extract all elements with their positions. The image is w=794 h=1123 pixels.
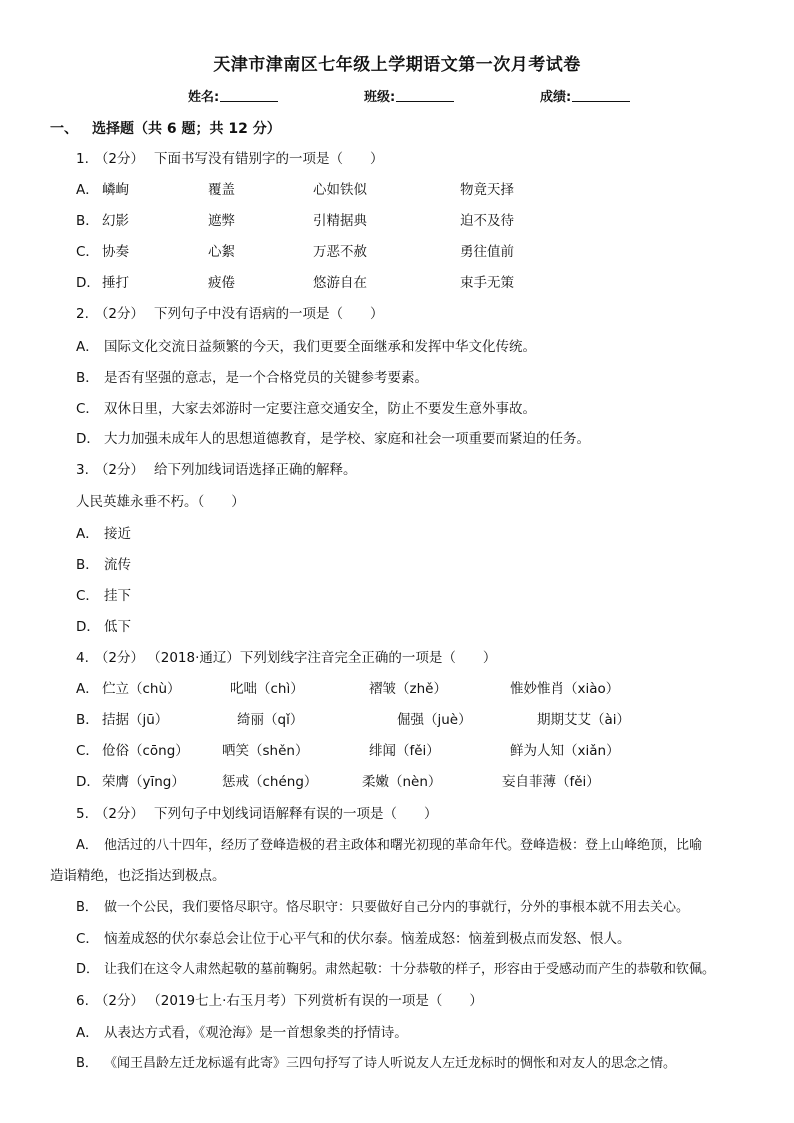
option-word: 引精据典	[313, 213, 367, 229]
option-text: 从表达方式看，《观沧海》是一首想象类的抒情诗。	[104, 1025, 408, 1041]
q5-option-b[interactable]	[76, 898, 689, 918]
option-label: C．	[76, 401, 99, 417]
q3-option-b[interactable]	[76, 555, 131, 575]
option-label: B．	[76, 900, 98, 915]
q5-option-d[interactable]	[76, 960, 715, 980]
question-number: 2.	[76, 306, 89, 322]
option-word: 绮丽（qǐ）	[237, 712, 304, 728]
question-text: 下列句子中划线词语解释有误的一项是（ ）	[153, 806, 438, 822]
option-word: 鲜为人知（xiǎn）	[510, 743, 620, 759]
option-label: B．	[76, 213, 99, 229]
option-label: A．	[76, 838, 98, 853]
option-word: 嶙峋	[102, 182, 129, 198]
option-text: 大力加强未成年人的思想道德教育，是学校、家庭和社会一项重要而紧迫的任务。	[104, 431, 590, 447]
option-word: 遮弊	[208, 213, 235, 229]
question-2	[76, 304, 383, 324]
name-label: 姓名:	[188, 90, 220, 105]
q2-option-d[interactable]	[76, 429, 590, 449]
option-text: 低下	[104, 619, 131, 635]
q5-option-c[interactable]	[76, 929, 631, 949]
option-word: 拮据（jū）	[102, 712, 169, 728]
question-score: （2分）	[94, 151, 144, 167]
question-number: 4.	[76, 650, 89, 666]
option-label: D．	[76, 774, 100, 790]
option-word: 捶打	[102, 275, 129, 291]
option-text: 恼羞成怒的伏尔泰总会让位于心平气和的伏尔泰。恼羞成怒：恼羞到极点而发怒、恨人。	[104, 931, 631, 947]
option-word: 叱咄（chì）	[230, 681, 304, 697]
section-number: 一、	[50, 121, 78, 137]
section-label: 选择题（共 6 题；共 12 分）	[92, 121, 281, 137]
option-label: A．	[76, 339, 99, 355]
q5-option-a[interactable]	[76, 836, 702, 856]
class-blank[interactable]	[396, 89, 454, 102]
q2-option-b[interactable]	[76, 368, 428, 388]
option-label: B．	[76, 557, 99, 573]
question-score: （2分）	[94, 650, 144, 666]
option-word: 倔强（juè）	[397, 712, 472, 728]
option-text: 流传	[104, 557, 131, 573]
option-word: 妄自菲薄（fěi）	[502, 774, 600, 790]
option-label: C．	[76, 931, 99, 947]
option-word: 心如铁似	[313, 182, 367, 198]
question-4	[76, 648, 496, 668]
option-word: 覆盖	[208, 182, 235, 198]
option-label: D．	[76, 962, 100, 977]
option-label: B．	[76, 370, 99, 386]
question-score: （2分）	[94, 993, 144, 1009]
option-text: 是否有坚强的意志，是一个合格党员的关键参考要素。	[104, 370, 428, 386]
option-label: C．	[76, 588, 99, 604]
q3-option-a[interactable]	[76, 524, 131, 544]
q3-option-c[interactable]	[76, 586, 131, 606]
option-word: 心絮	[208, 244, 235, 260]
q6-option-b[interactable]	[76, 1054, 676, 1074]
section-heading	[50, 118, 281, 138]
option-word: 伫立（chù）	[102, 681, 181, 697]
option-word: 柔嫩（nèn）	[362, 774, 442, 790]
question-text: 下列句子中没有语病的一项是（ ）	[153, 306, 384, 322]
q2-option-c[interactable]	[76, 399, 536, 419]
option-label: A．	[76, 526, 99, 542]
option-label: D．	[76, 275, 100, 291]
score-field	[540, 86, 630, 105]
option-word: 协奏	[102, 244, 129, 260]
option-word: 哂笑（shěn）	[222, 743, 309, 759]
question-number: 5.	[76, 806, 89, 822]
class-field	[364, 86, 454, 105]
question-score: （2分）	[94, 462, 144, 478]
option-label: A．	[76, 1025, 99, 1041]
question-number: 6.	[76, 993, 89, 1009]
option-label: D．	[76, 431, 100, 447]
question-number: 3.	[76, 462, 89, 478]
question-1	[76, 149, 383, 169]
option-word: 绯闻（fěi）	[369, 743, 440, 759]
option-text: 接近	[104, 526, 131, 542]
option-text: 挂下	[104, 588, 131, 604]
option-word: 迫不及待	[460, 213, 514, 229]
option-text: 让我们在这令人肃然起敬的墓前鞠躬。肃然起敬：十分恭敬的样子，形容由于受感动而产生的恭敬和钦佩。	[104, 962, 716, 977]
question-3	[76, 460, 356, 480]
option-label: A．	[76, 182, 99, 198]
q6-option-a[interactable]	[76, 1023, 408, 1043]
option-text: 他活过的八十四年，经历了登峰造极的君主政体和曙光初现的革命年代。登峰造极：登上山峰绝顶，比喻	[104, 838, 703, 853]
q5-option-a-continued: 造诣精绝，也泛指达到极点。	[50, 868, 226, 884]
option-text: 《闻王昌龄左迁龙标遥有此寄》三四句抒写了诗人听说友人左迁龙标时的惆怅和对友人的思念之情。	[104, 1056, 677, 1071]
question-score: （2分）	[94, 306, 144, 322]
question-6	[76, 991, 483, 1011]
class-label: 班级:	[364, 90, 396, 105]
score-blank[interactable]	[572, 89, 630, 102]
option-text: 双休日里，大家去郊游时一定要注意交通安全，防止不要发生意外事故。	[104, 401, 536, 417]
question-text: 下面书写没有错别字的一项是（ ）	[153, 151, 384, 167]
option-word: 疲倦	[208, 275, 235, 291]
question-score: （2分）	[94, 806, 144, 822]
q2-option-a[interactable]	[76, 337, 536, 357]
option-word: 幻影	[102, 213, 129, 229]
name-field	[188, 86, 278, 105]
option-word: 伧俗（cōng）	[102, 743, 189, 759]
question-5	[76, 804, 437, 824]
option-word: 物竟天择	[460, 182, 514, 198]
option-label: B．	[76, 1056, 98, 1071]
question-text: 给下列加线词语选择正确的解释。	[153, 462, 357, 478]
option-label: C．	[76, 743, 99, 759]
option-label: B．	[76, 712, 99, 728]
question-text: （2019七上·右玉月考）下列赏析有误的一项是（ ）	[153, 993, 483, 1009]
question-number: 1.	[76, 151, 89, 167]
option-word: 荣膺（yīng）	[102, 774, 185, 790]
option-label: C．	[76, 244, 99, 260]
option-word: 勇往值前	[460, 244, 514, 260]
name-blank[interactable]	[220, 89, 278, 102]
option-word: 悠游自在	[313, 275, 367, 291]
option-text: 国际文化交流日益频繁的今天，我们更要全面继承和发挥中华文化传统。	[104, 339, 536, 355]
option-text: 做一个公民，我们要恪尽职守。恪尽职守：只要做好自己分内的事就行，分外的事根本就不用去关心。	[104, 900, 690, 915]
option-word: 惩戒（chéng）	[222, 774, 318, 790]
page-title: 天津市津南区七年级上学期语文第一次月考试卷	[213, 55, 581, 75]
option-word: 惟妙惟肖（xiào）	[510, 681, 620, 697]
q3-stem: 人民英雄永垂不朽。（ ）	[76, 494, 245, 510]
option-label: D．	[76, 619, 100, 635]
option-word: 束手无策	[460, 275, 514, 291]
option-word: 万恶不赦	[313, 244, 367, 260]
option-word: 褶皱（zhě）	[369, 681, 447, 697]
q3-option-d[interactable]	[76, 617, 131, 637]
option-label: A．	[76, 681, 99, 697]
score-label: 成绩:	[540, 90, 572, 105]
option-word: 期期艾艾（ài）	[537, 712, 631, 728]
question-text: （2018·通辽）下列划线字注音完全正确的一项是（ ）	[153, 650, 497, 666]
